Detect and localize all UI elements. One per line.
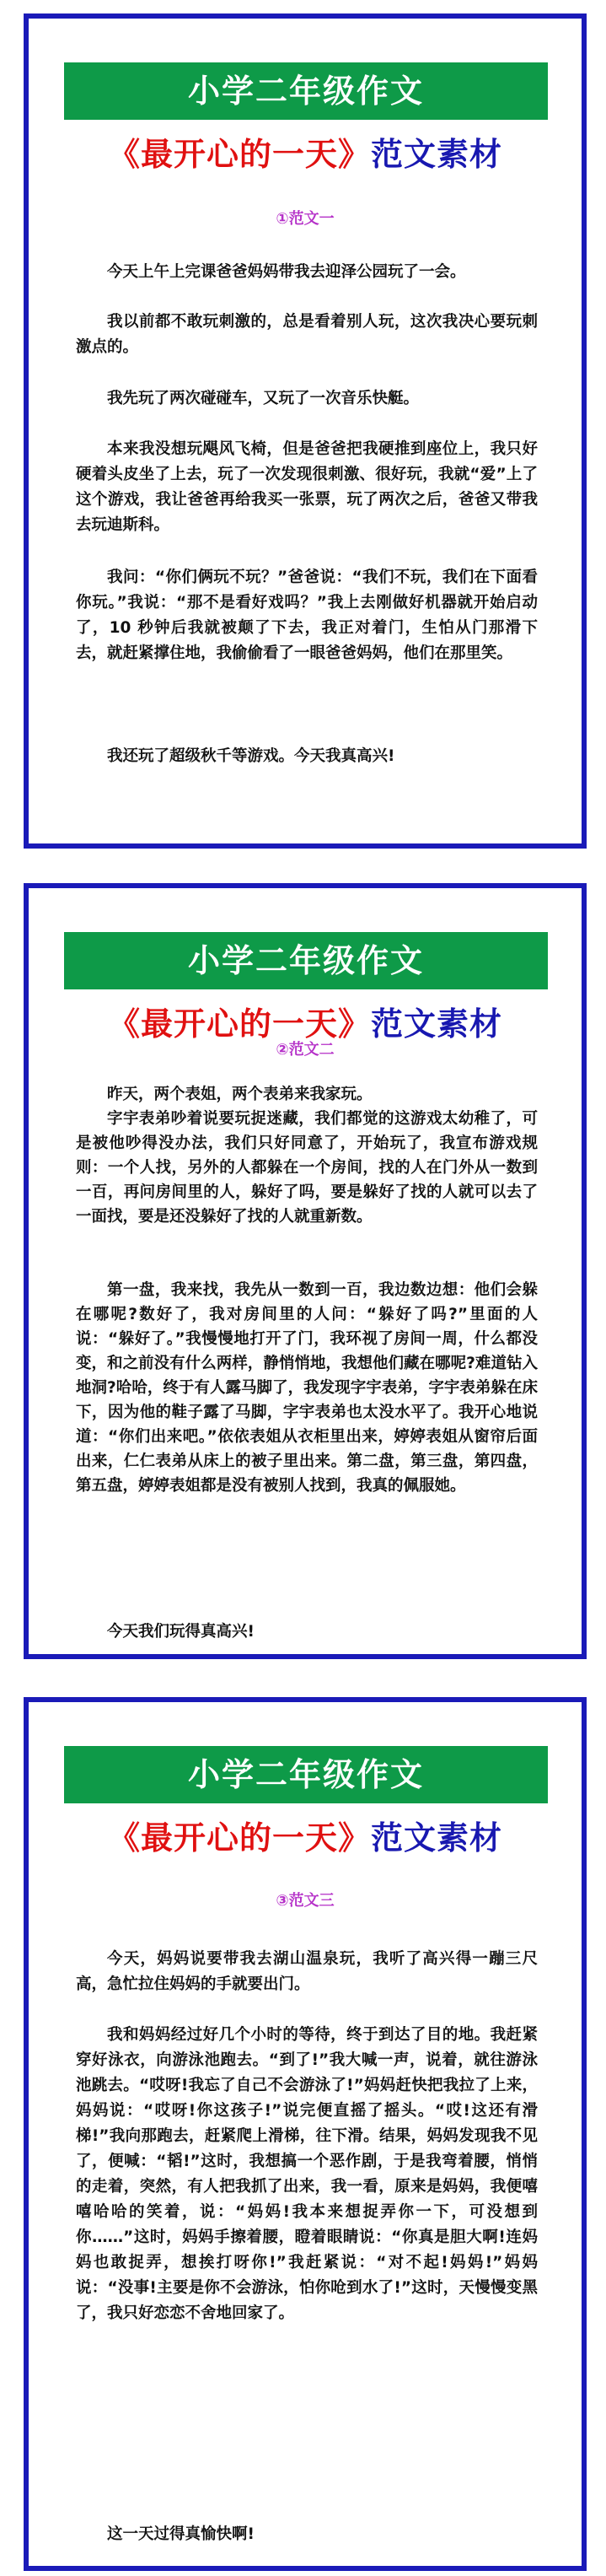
section-label: ②范文二 <box>276 1041 335 1059</box>
paragraph: 我和妈妈经过好几个小时的等待，终于到达了目的地。我赶紧穿好泳衣，向游泳池跑去。“到了!”我大喊一声，说着，就往游泳池跳去。“哎呀!我忘了自己不会游泳了!”妈妈赶快把我拉了上来，妈妈说：“哎呀!你这孩子!”说完便直摇了摇头。“哎!这还有滑梯!”我向那跑去，赶紧爬上滑梯，往下滑。结果，妈妈发现我不见了，便喊：“韬!”这时，我想搞一个恶作剧，于是我弯着腰，悄悄的走着，突然，有人把我抓了出来，我一看，原来是妈妈，我便嘻嘻哈哈的笑着，说：“妈妈!我本来想捉弄你一下，可没想到你……”这时，妈妈手擦着腰，瞪着眼睛说：“你真是胆大啊!连妈妈也敢捉弄，想挨打呀你!”我赶紧说：“对不起!妈妈!”妈妈说：“没事!主要是你不会游泳，怕你呛到水了!”这时，天慢慢变黑了，我只好恋恋不舍地回家了。 <box>76 2026 538 2322</box>
subtitle <box>29 132 582 177</box>
paragraph: 今天我们玩得真高兴! <box>107 1623 255 1641</box>
essay-card-3 <box>24 1697 587 2571</box>
essay-card-1 <box>24 13 587 849</box>
paragraph: 第一盘，我来找，我先从一数到一百，我边数边想：他们会躲在哪呢?数好了，我对房间里的人问：“躲好了吗?”里面的人说：“躲好了。”我慢慢地打开了门，我环视了房间一周，什么都没变，和之前没有什么两样，静悄悄地，我想他们藏在哪呢?难道钻入地洞?哈哈，终于有人露马脚了，我发现字宇表弟，字宇表弟躲在床下，因为他的鞋子露了马脚，字宇表弟也太没水平了。我开心地说道：“你们出来吧。”依依表姐从衣柜里出来，婷婷表姐从窗帘后面出来，仁仁表弟从床上的被子里出来。第二盘，第三盘，第四盘，第五盘，婷婷表姐都是没有被别人找到，我真的佩服她。 <box>76 1281 538 1495</box>
paragraph: 昨天，两个表姐，两个表弟来我家玩。 <box>107 1086 373 1103</box>
banner-title: 小学二年级作文 <box>64 62 548 120</box>
paragraph: 我以前都不敢玩刺激的，总是看着别人玩，这次我决心要玩刺激点的。 <box>76 313 538 356</box>
subtitle-blue: 范文素材 <box>371 136 503 173</box>
subtitle-red: 《最开心的一天》 <box>107 1819 371 1857</box>
paragraph: 这一天过得真愉快啊! <box>107 2525 255 2543</box>
essay-card-2 <box>24 883 587 1659</box>
paragraph: 我还玩了超级秋千等游戏。今天我真高兴! <box>107 747 395 765</box>
paragraph: 我问：“你们俩玩不玩？”爸爸说：“我们不玩，我们在下面看你玩。”我说：“那不是看好戏吗？”我上去刚做好机器就开始启动了，10 秒钟后我就被颠了下去，我正对着门，生怕从门那滑下去，就赶紧撑住地，我偷偷看了一眼爸爸妈妈，他们在那里笑。 <box>76 569 538 662</box>
subtitle-blue: 范文素材 <box>371 1005 503 1043</box>
banner-title: 小学二年级作文 <box>64 932 548 989</box>
section-label: ③范文三 <box>276 1892 335 1910</box>
paragraph: 字宇表弟吵着说要玩捉迷藏，我们都觉的这游戏太幼稚了，可是被他吵得没办法，我们只好同意了，开始玩了，我宣布游戏规则：一个人找，另外的人都躲在一个房间，找的人在门外从一数到一百，再问房间里的人，躲好了吗，要是躲好了找的人就可以去了一面找，要是还没躲好了找的人就重新数。 <box>76 1110 538 1226</box>
paragraph: 今天，妈妈说要带我去湖山温泉玩，我听了高兴得一蹦三尺高，急忙拉住妈妈的手就要出门。 <box>76 1950 538 1993</box>
subtitle <box>29 1815 582 1861</box>
subtitle-red: 《最开心的一天》 <box>107 1005 371 1043</box>
paragraph: 今天上午上完课爸爸妈妈带我去迎泽公园玩了一会。 <box>107 263 466 281</box>
paragraph: 本来我没想玩飓风飞椅，但是爸爸把我硬推到座位上，我只好硬着头皮坐了上去，玩了一次发现很刺激、很好玩，我就“爱”上了这个游戏，我让爸爸再给我买一张票，玩了两次之后，爸爸又带我去玩迪斯科。 <box>76 440 538 534</box>
banner-title: 小学二年级作文 <box>64 1746 548 1803</box>
subtitle-red: 《最开心的一天》 <box>107 136 371 173</box>
subtitle-blue: 范文素材 <box>371 1819 503 1857</box>
section-label: ①范文一 <box>276 210 335 228</box>
paragraph: 我先玩了两次碰碰车，又玩了一次音乐快艇。 <box>107 390 420 407</box>
